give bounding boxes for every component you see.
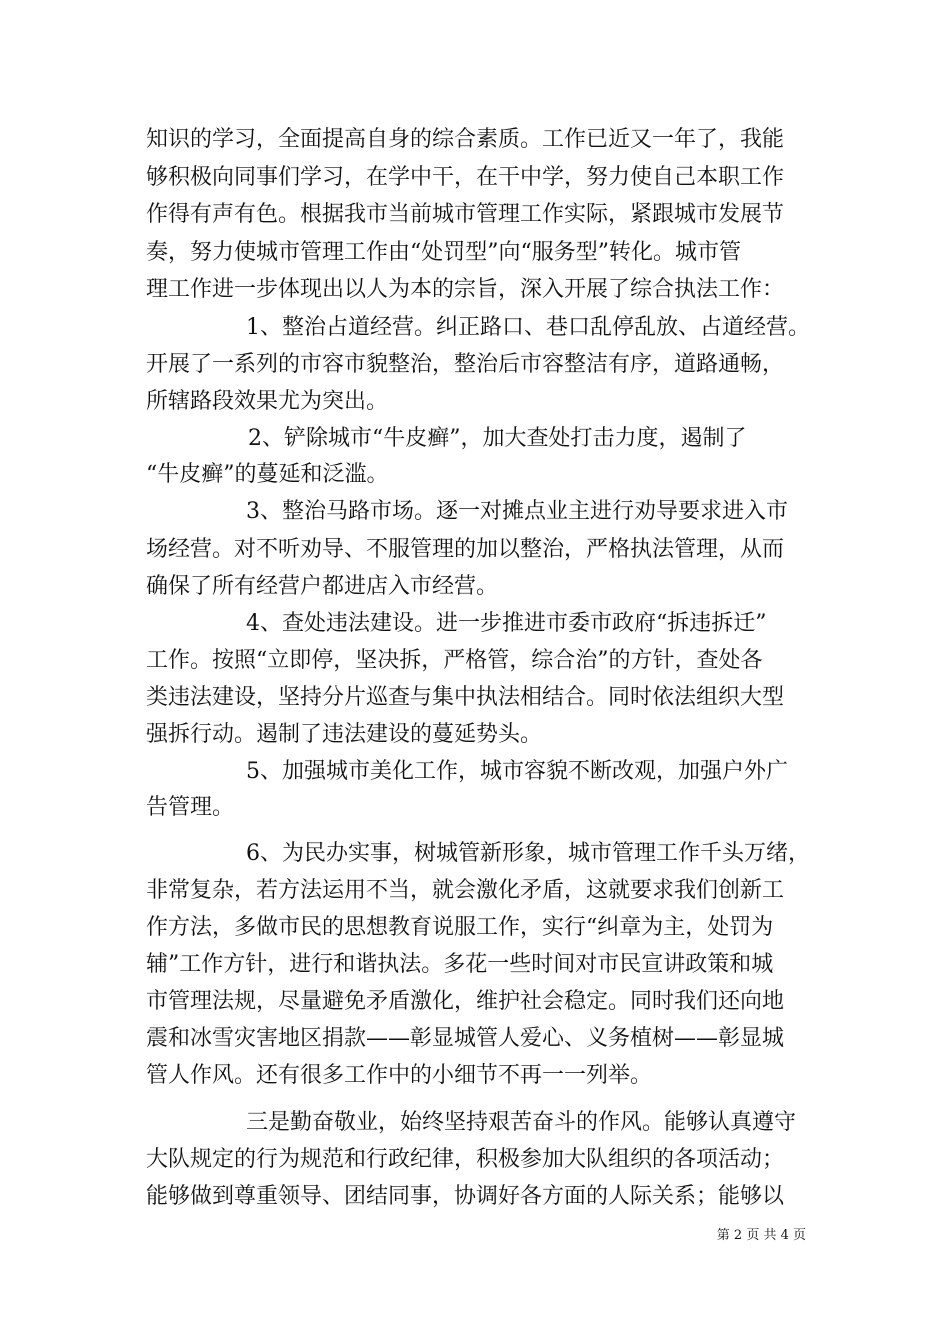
page-number-footer: 第 2 页 共 4 页 xyxy=(716,1228,806,1243)
body-line: 所辖路段效果尤为突出。 xyxy=(146,389,389,414)
body-line: 管人作风。还有很多工作中的小细节不再一一列举。 xyxy=(146,1063,653,1088)
list-item-3: 3、整治马路市场。逐一对摊点业主进行劝导要求进入市 xyxy=(246,499,788,524)
section-paragraph-start: 三是勤奋敬业，始终坚持艰苦奋斗的作风。能够认真遵守 xyxy=(246,1110,797,1135)
body-line: 能够做到尊重领导、团结同事，协调好各方面的人际关系；能够以 xyxy=(146,1184,785,1209)
body-line: 确保了所有经营户都进店入市经营。 xyxy=(146,574,499,599)
body-line: 作方法，多做市民的思想教育说服工作，实行“纠章为主，处罚为 xyxy=(146,915,774,940)
body-line: 够积极向同事们学习，在学中干，在干中学，努力使自己本职工作 xyxy=(146,165,785,190)
list-item-2: 2、铲除城市“牛皮癣”，加大查处打击力度，遏制了 xyxy=(248,426,747,451)
body-line: 工作。按照“立即停，坚决拆，严格管，综合治”的方针，查处各 xyxy=(146,648,763,673)
body-line: 告管理。 xyxy=(146,795,235,820)
body-line: 震和冰雪灾害地区捐款——彰显城管人爱心、义务植树——彰显城 xyxy=(146,1026,785,1051)
body-line: 理工作进一步体现出以人为本的宗旨，深入开展了综合执法工作： xyxy=(146,277,785,302)
body-line: 开展了一系列的市容市貌整治，整治后市容整洁有序，道路通畅， xyxy=(146,352,785,377)
list-item-5: 5、加强城市美化工作，城市容貌不断改观，加强户外广 xyxy=(246,759,788,784)
list-item-4: 4、查处违法建设。进一步推进市委市政府“拆违拆迁” xyxy=(246,611,767,636)
body-line: “牛皮癣”的蔓延和泛滥。 xyxy=(146,462,389,487)
body-line: 作得有声有色。根据我市当前城市管理工作实际，紧跟城市发展节 xyxy=(146,202,785,227)
body-line: 大队规定的行为规范和行政纪律，积极参加大队组织的各项活动； xyxy=(146,1147,785,1172)
body-line: 强拆行动。遏制了违法建设的蔓延势头。 xyxy=(146,722,543,747)
body-line: 市管理法规，尽量避免矛盾激化，维护社会稳定。同时我们还向地 xyxy=(146,989,785,1014)
body-line: 奏，努力使城市管理工作由“处罚型”向“服务型”转化。城市管 xyxy=(146,240,741,265)
body-line: 非常复杂，若方法运用不当，就会激化矛盾，这就要求我们创新工 xyxy=(146,878,785,903)
body-line: 知识的学习，全面提高自身的综合素质。工作已近又一年了，我能 xyxy=(146,127,785,152)
body-line: 场经营。对不听劝导、不服管理的加以整治，严格执法管理，从而 xyxy=(146,537,785,562)
list-item-6: 6、为民办实事，树城管新形象，城市管理工作千头万绪， xyxy=(246,841,810,866)
body-line: 辅”工作方针，进行和谐执法。多花一些时间对市民宣讲政策和城 xyxy=(146,952,774,977)
list-item-1: 1、整治占道经营。纠正路口、巷口乱停乱放、占道经营。 xyxy=(246,315,810,340)
body-line: 类违法建设，坚持分片巡查与集中执法相结合。同时依法组织大型 xyxy=(146,685,785,710)
